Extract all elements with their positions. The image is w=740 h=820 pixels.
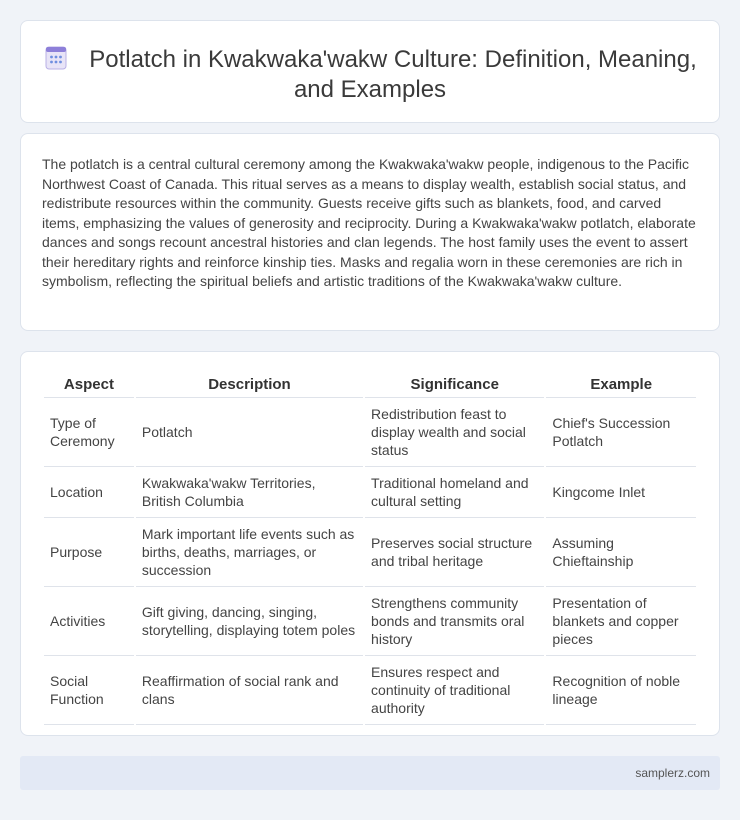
cell-aspect: Location xyxy=(44,467,134,518)
footer-bar xyxy=(20,756,720,790)
cell-description: Kwakwaka'wakw Territories, British Columbia xyxy=(136,467,363,518)
table-row xyxy=(44,518,696,587)
cell-significance: Ensures respect and continuity of traditional authority xyxy=(365,656,544,725)
header-significance: Significance xyxy=(365,372,544,398)
table-row xyxy=(44,656,696,725)
table-header-row xyxy=(44,372,696,398)
info-table xyxy=(42,372,698,725)
cell-description: Reaffirmation of social rank and clans xyxy=(136,656,363,725)
header-aspect: Aspect xyxy=(44,372,134,398)
cell-significance: Strengthens community bonds and transmits oral history xyxy=(365,587,544,656)
intro-card xyxy=(20,133,720,331)
document-icon xyxy=(43,45,69,71)
cell-aspect: Purpose xyxy=(44,518,134,587)
footer-site-link[interactable]: samplerz.com xyxy=(635,766,710,780)
cell-aspect: Type of Ceremony xyxy=(44,398,134,467)
cell-example: Assuming Chieftainship xyxy=(546,518,696,587)
page-title-wrap xyxy=(21,45,719,105)
cell-description: Mark important life events such as births, deaths, marriages, or succession xyxy=(136,518,363,587)
cell-aspect: Activities xyxy=(44,587,134,656)
cell-significance: Traditional homeland and cultural setting xyxy=(365,467,544,518)
table-row xyxy=(44,467,696,518)
cell-significance: Redistribution feast to display wealth and social status xyxy=(365,398,544,467)
table-row xyxy=(44,587,696,656)
cell-example: Chief's Succession Potlatch xyxy=(546,398,696,467)
header-description: Description xyxy=(136,372,363,398)
table-row xyxy=(44,398,696,467)
cell-description: Gift giving, dancing, singing, storytelling, displaying totem poles xyxy=(136,587,363,656)
page-title: Potlatch in Kwakwaka'wakw Culture: Definition, Meaning, and Examples xyxy=(89,46,697,103)
cell-example: Kingcome Inlet xyxy=(546,467,696,518)
header-example: Example xyxy=(546,372,696,398)
cell-description: Potlatch xyxy=(136,398,363,467)
intro-paragraph: The potlatch is a central cultural ceremony among the Kwakwaka'wakw people, indigenous to the Pacific Northwest Coast of Canada. This ritual serves as a means to display wealth, establish social status, and redistribute resources within the community. Guests receive gifts such as blankets, food, and carved items, emphasizing the values of generosity and reciprocity. During a Kwakwaka'wakw potlatch, elaborate dances and songs recount ancestral histories and clan legends. The host family uses the event to assert their hereditary rights and reinforce kinship ties. Masks and regalia worn in these ceremonies are rich in symbolism, reflecting the spiritual beliefs and artistic traditions of the Kwakwaka'wakw culture. xyxy=(42,156,696,289)
cell-example: Presentation of blankets and copper pieces xyxy=(546,587,696,656)
table-card xyxy=(20,351,720,736)
cell-example: Recognition of noble lineage xyxy=(546,656,696,725)
cell-significance: Preserves social structure and tribal heritage xyxy=(365,518,544,587)
title-card xyxy=(20,20,720,123)
cell-aspect: Social Function xyxy=(44,656,134,725)
